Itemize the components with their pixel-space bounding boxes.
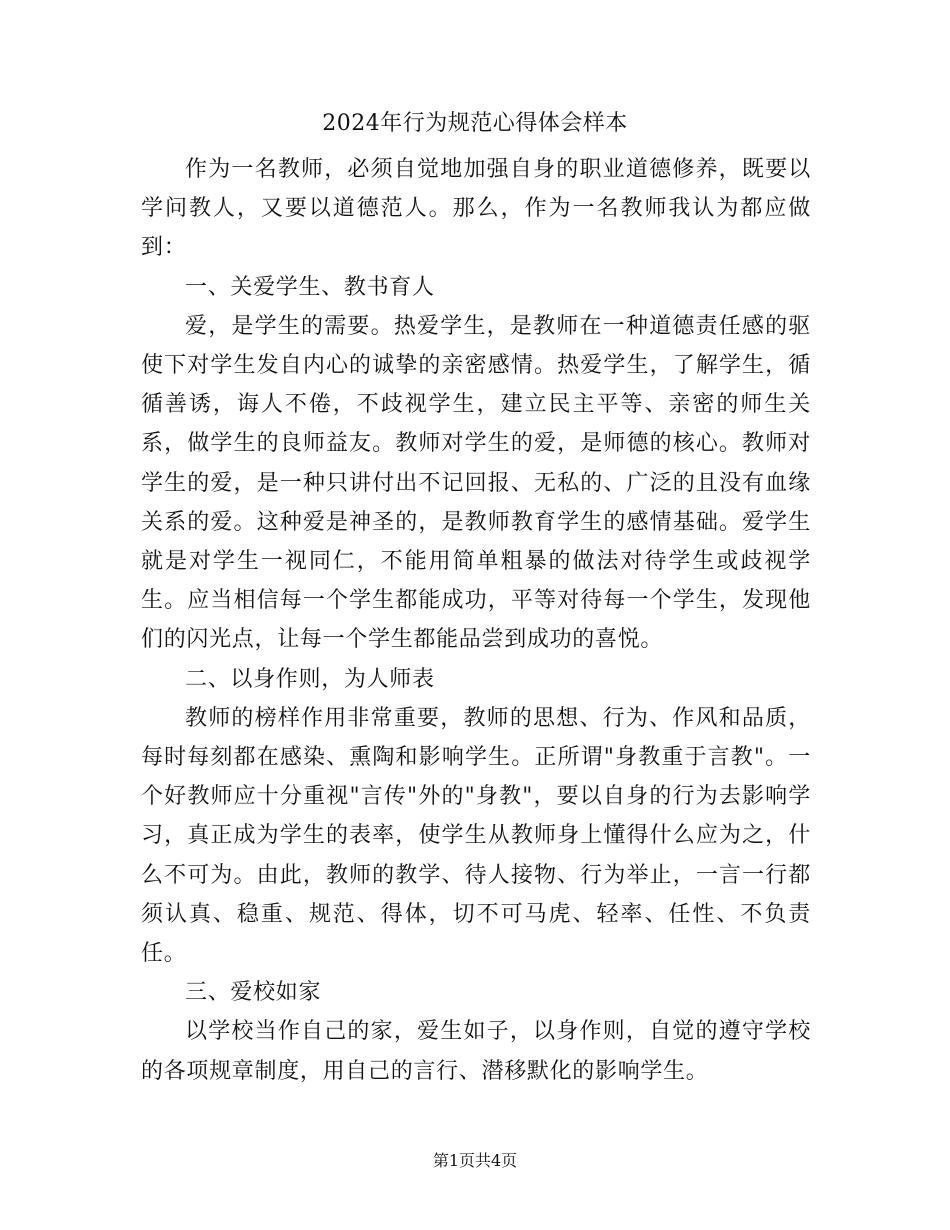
intro-paragraph: 作为一名教师，必须自觉地加强自身的职业道德修养，既要以学问教人，又要以道德范人。那么，作为一名教师我认为都应做到： [141, 157, 811, 261]
section-paragraph-3: 以学校当作自己的家，爱生如子，以身作则，自觉的遵守学校的各项规章制度，用自己的言行、潜移默化的影响学生。 [141, 1019, 811, 1084]
document-body [141, 150, 811, 1091]
section-heading-1: 一、关爱学生、教书育人 [185, 274, 435, 300]
section-paragraph-1: 爱，是学生的需要。热爱学生，是教师在一种道德责任感的驱使下对学生发自内心的诚挚的亲密感情。热爱学生，了解学生，循循善诱，诲人不倦，不歧视学生，建立民主平等、亲密的师生关系，做学生的良师益友。教师对学生的爱，是师德的核心。教师对学生的爱，是一种只讲付出不记回报、无私的、广泛的且没有血缘关系的爱。这种爱是神圣的，是教师教育学生的感情基础。爱学生就是对学生一视同仁，不能用简单粗暴的做法对待学生或歧视学生。应当相信每一个学生都能成功，平等对待每一个学生，发现他们的闪光点，让每一个学生都能品尝到成功的喜悦。 [141, 313, 811, 653]
section-heading-3: 三、爱校如家 [185, 980, 322, 1006]
document-title: 2024年行为规范心得体会样本 [322, 111, 628, 136]
page-number-footer: 第1页共4页 [432, 1151, 518, 1170]
section-paragraph-2: 教师的榜样作用非常重要，教师的思想、行为、作风和品质，每时每刻都在感染、熏陶和影响学生。正所谓"身教重于言教"。一个好教师应十分重视"言传"外的"身教"，要以自身的行为去影响学习，真正成为学生的表率，使学生从教师身上懂得什么应为之，什么不可为。由此，教师的教学、待人接物、行为举止，一言一行都须认真、稳重、规范、得体，切不可马虎、轻率、任性、不负责任。 [141, 705, 811, 967]
section-heading-2: 二、以身作则，为人师表 [185, 666, 435, 692]
